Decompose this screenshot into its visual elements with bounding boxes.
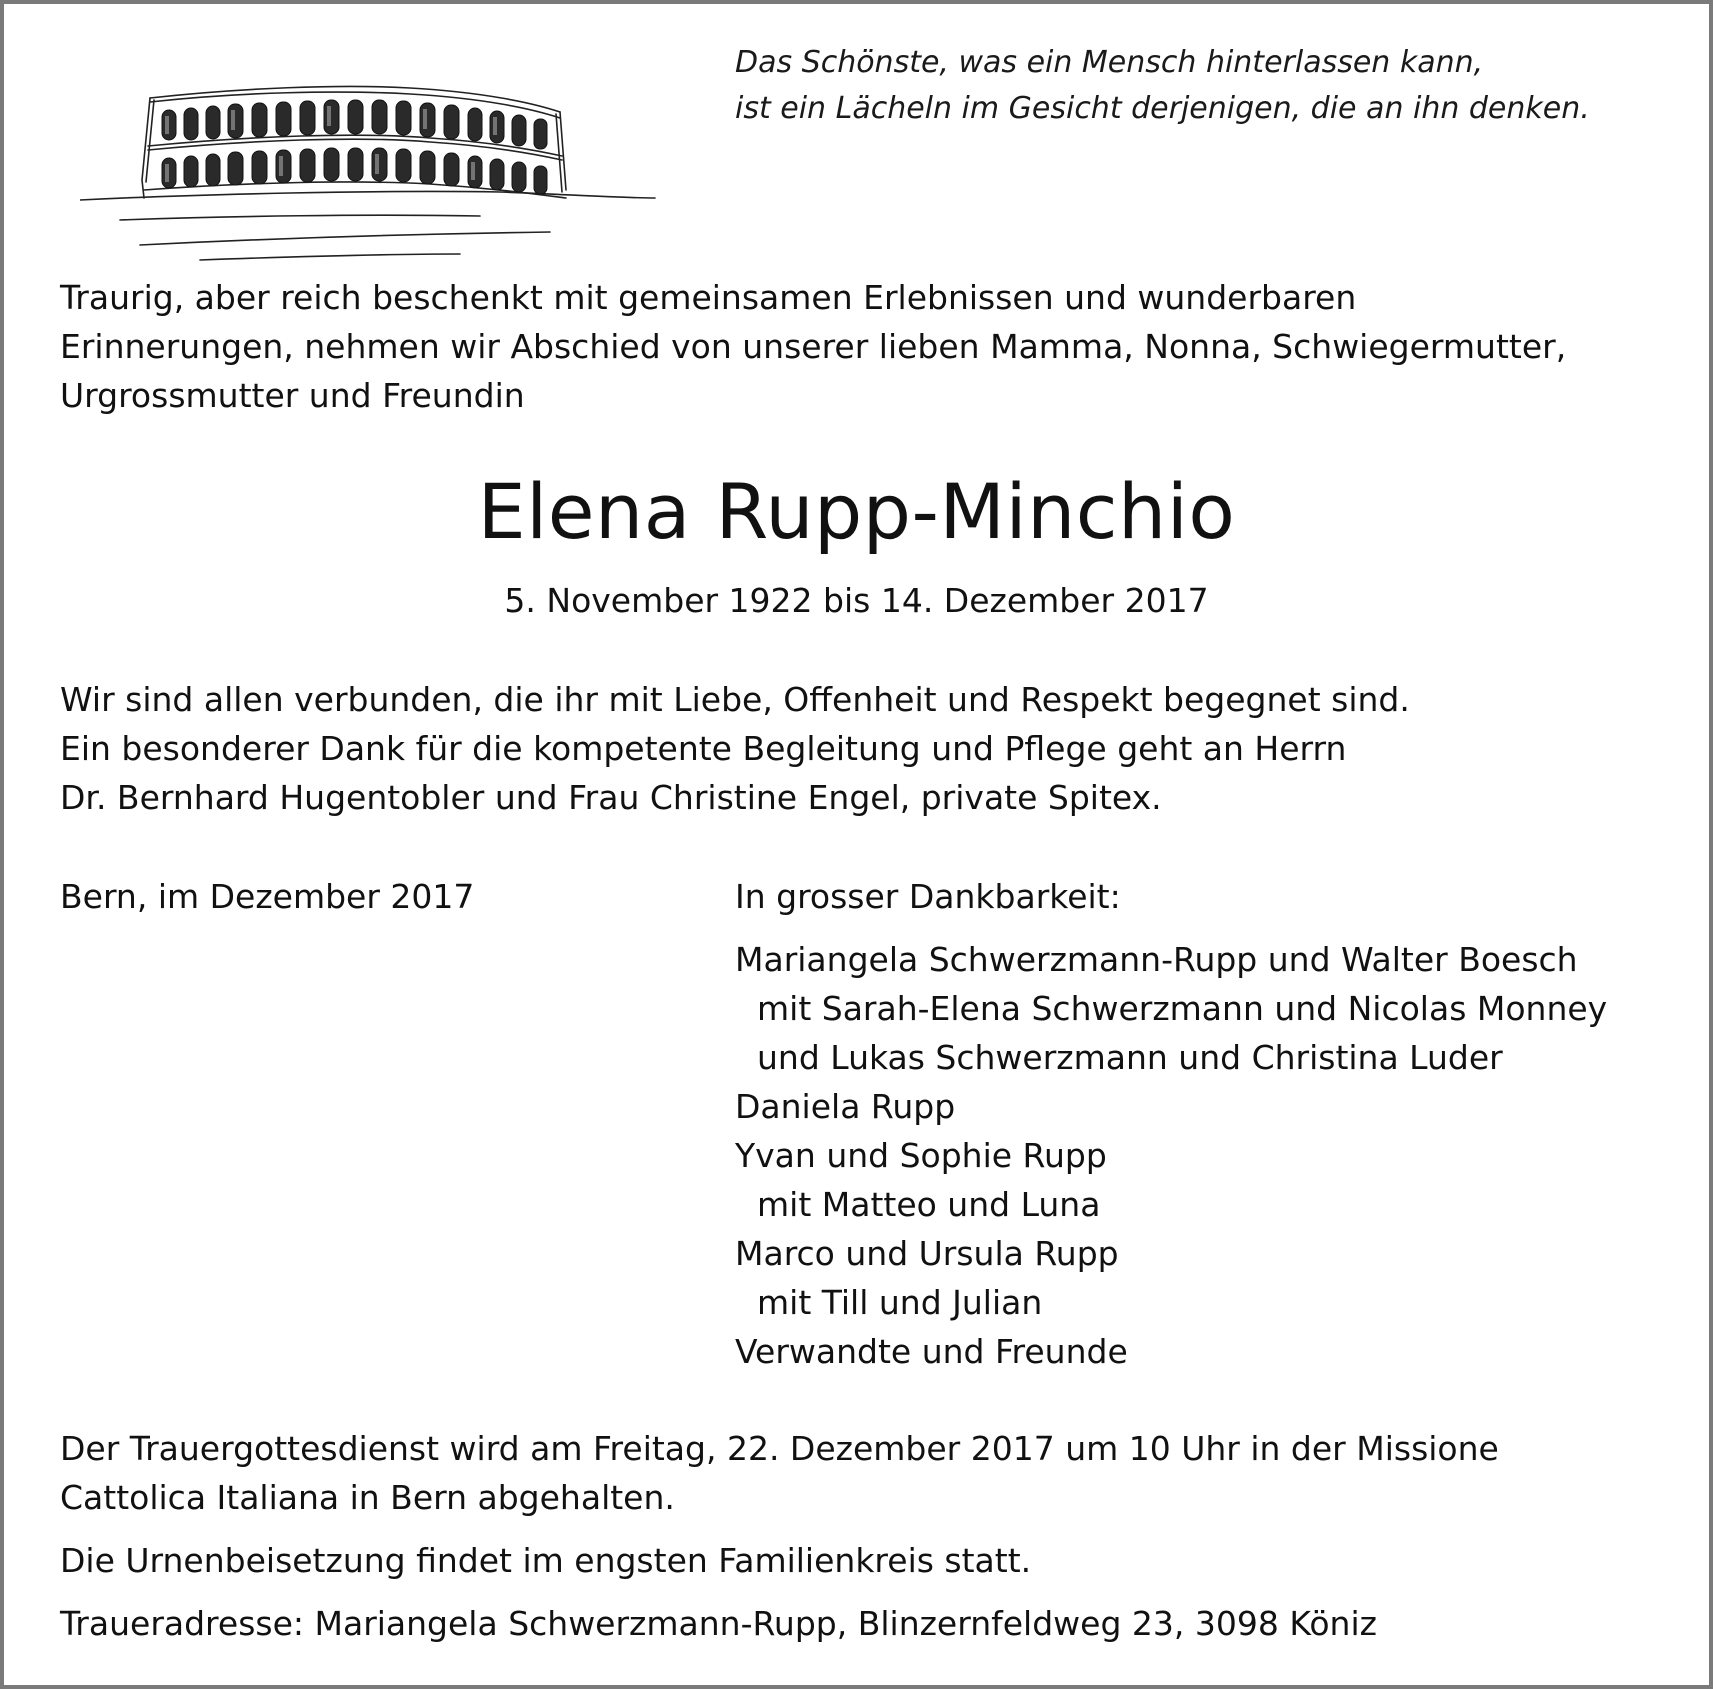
service-notice	[60, 1424, 1680, 1522]
signer-line: Verwandte und Freunde	[735, 1332, 1128, 1371]
intro-paragraph	[60, 273, 1680, 420]
signers-block	[735, 872, 1695, 1376]
service-line-2: Cattolica Italiana in Bern abgehalten.	[60, 1478, 675, 1517]
thanks-line-1: Wir sind allen verbunden, die ihr mit Liebe, Offenheit und Respekt begegnet sind.	[60, 680, 1410, 719]
intro-line-3: Urgrossmutter und Freundin	[60, 376, 525, 415]
signer-line: Marco und Ursula Rupp	[735, 1234, 1119, 1273]
arena-sketch-icon	[80, 70, 660, 265]
signers-heading: In grosser Dankbarkeit:	[735, 877, 1121, 916]
deceased-name: Elena Rupp-Minchio	[477, 467, 1236, 556]
signer-line: und Lukas Schwerzmann und Christina Luder	[757, 1038, 1503, 1077]
life-dates: 5. November 1922 bis 14. Dezember 2017	[504, 581, 1209, 620]
signer-line: mit Till und Julian	[757, 1283, 1043, 1322]
intro-line-2: Erinnerungen, nehmen wir Abschied von unserer lieben Mamma, Nonna, Schwiegermutter,	[60, 327, 1567, 366]
thanks-line-3: Dr. Bernhard Hugentobler und Frau Christine Engel, private Spitex.	[60, 778, 1162, 817]
thanks-paragraph	[60, 675, 1680, 822]
signer-line: Daniela Rupp	[735, 1087, 956, 1126]
service-line-1: Der Trauergottesdienst wird am Freitag, 22. Dezember 2017 um 10 Uhr in der Missione	[60, 1429, 1499, 1468]
intro-line-1: Traurig, aber reich beschenkt mit gemeinsamen Erlebnissen und wunderbaren	[60, 278, 1357, 317]
signer-line: Yvan und Sophie Rupp	[735, 1136, 1107, 1175]
burial-notice: Die Urnenbeisetzung findet im engsten Familienkreis statt.	[60, 1541, 1032, 1580]
quote-line-1: Das Schönste, was ein Mensch hinterlassen kann,	[735, 45, 1484, 80]
thanks-line-2: Ein besonderer Dank für die kompetente Begleitung und Pflege geht an Herrn	[60, 729, 1347, 768]
place-and-date: Bern, im Dezember 2017	[60, 877, 475, 916]
closing-section	[60, 1424, 1680, 1648]
quote-line-2: ist ein Lächeln im Gesicht derjenigen, die an ihn denken.	[735, 91, 1590, 126]
signer-line: mit Matteo und Luna	[757, 1185, 1101, 1224]
memorial-quote	[735, 40, 1675, 132]
signer-line: Mariangela Schwerzmann-Rupp und Walter Boesch	[735, 940, 1578, 979]
signer-line: mit Sarah-Elena Schwerzmann und Nicolas Monney	[757, 989, 1608, 1028]
mourning-address: Traueradresse: Mariangela Schwerzmann-Rupp, Blinzernfeldweg 23, 3098 Köniz	[60, 1604, 1377, 1643]
